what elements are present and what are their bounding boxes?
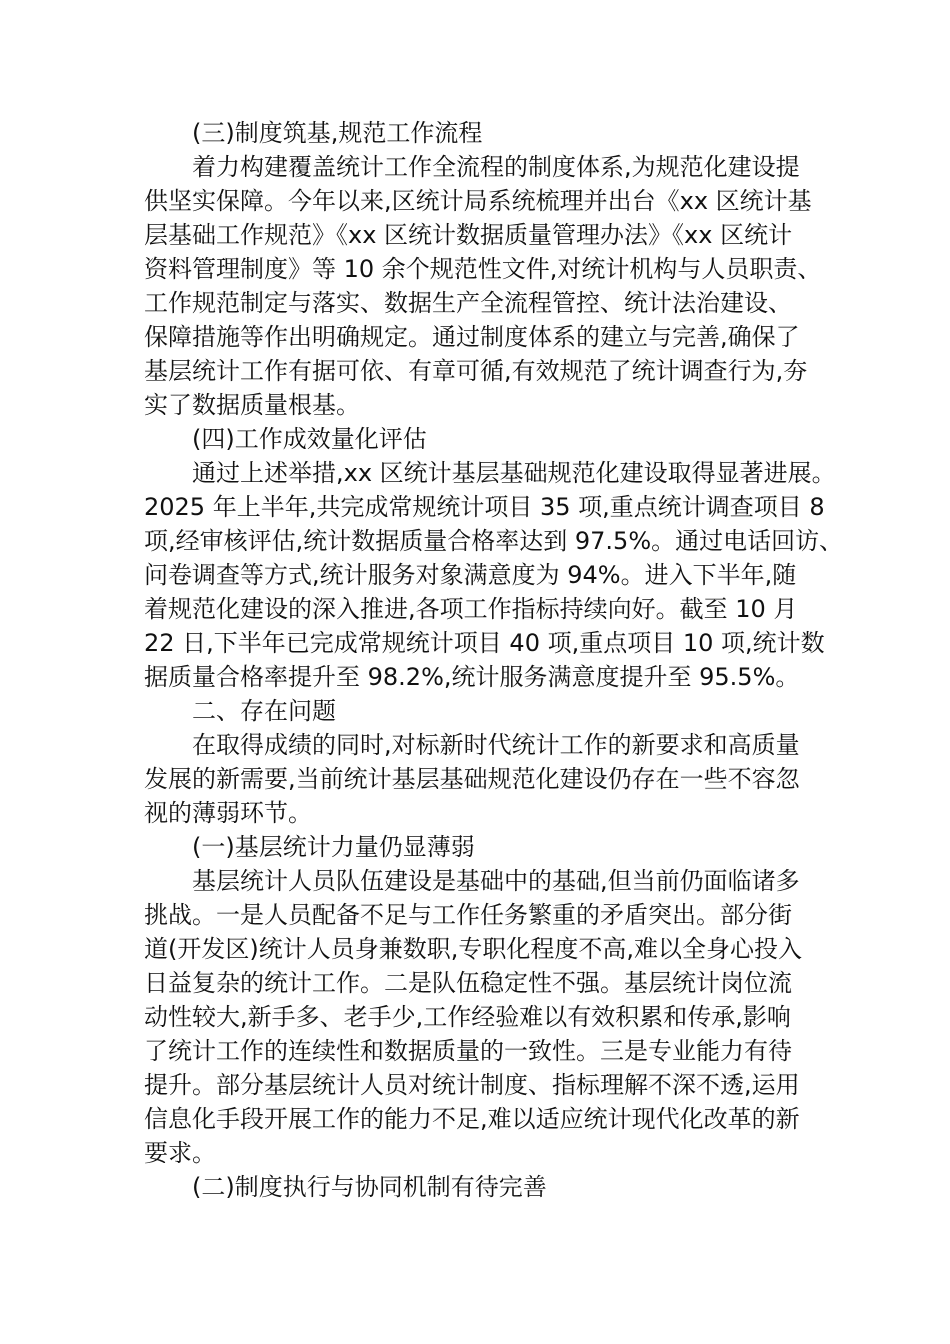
paragraph-line: 工作规范制定与落实、数据生产全流程管控、统计法治建设、 bbox=[144, 289, 792, 317]
paragraph-line: 发展的新需要,当前统计基层基础规范化建设仍存在一些不容忽 bbox=[144, 765, 800, 793]
paragraph-line: 保障措施等作出明确规定。通过制度体系的建立与完善,确保了 bbox=[144, 323, 800, 351]
paragraph-line: 着规范化建设的深入推进,各项工作指标持续向好。截至 10 月 bbox=[144, 595, 798, 623]
paragraph-line: 基层统计人员队伍建设是基础中的基础,但当前仍面临诸多 bbox=[192, 867, 800, 895]
paragraph-line: 了统计工作的连续性和数据质量的一致性。三是专业能力有待 bbox=[144, 1037, 792, 1065]
paragraph-line: 项,经审核评估,统计数据质量合格率达到 97.5%。通过电话回访、 bbox=[144, 527, 844, 555]
paragraph-line: 信息化手段开展工作的能力不足,难以适应统计现代化改革的新 bbox=[144, 1105, 800, 1133]
paragraph-line: 问卷调查等方式,统计服务对象满意度为 94%。进入下半年,随 bbox=[144, 561, 797, 589]
section-heading: (三)制度筑基,规范工作流程 bbox=[192, 119, 483, 147]
paragraph-line: 在取得成绩的同时,对标新时代统计工作的新要求和高质量 bbox=[192, 731, 800, 759]
document-page bbox=[144, 116, 844, 1204]
paragraph-line: 视的薄弱环节。 bbox=[144, 799, 312, 827]
section-heading: (一)基层统计力量仍显薄弱 bbox=[192, 833, 475, 861]
paragraph-line: 动性较大,新手多、老手少,工作经验难以有效积累和传承,影响 bbox=[144, 1003, 791, 1031]
paragraph-line: 资料管理制度》等 10 余个规范性文件,对统计机构与人员职责、 bbox=[144, 255, 822, 283]
paragraph-line: 基层统计工作有据可依、有章可循,有效规范了统计调查行为,夯 bbox=[144, 357, 808, 385]
paragraph-line: 道(开发区)统计人员身兼数职,专职化程度不高,难以全身心投入 bbox=[144, 935, 802, 963]
section-heading: (二)制度执行与协同机制有待完善 bbox=[192, 1173, 547, 1201]
paragraph-line: 22 日,下半年已完成常规统计项目 40 项,重点项目 10 项,统计数 bbox=[144, 629, 825, 657]
paragraph-line: 挑战。一是人员配备不足与工作任务繁重的矛盾突出。部分街 bbox=[144, 901, 792, 929]
paragraph-line: 日益复杂的统计工作。二是队伍稳定性不强。基层统计岗位流 bbox=[144, 969, 792, 997]
paragraph-line: 实了数据质量根基。 bbox=[144, 391, 360, 419]
paragraph-line: 要求。 bbox=[144, 1139, 216, 1167]
paragraph-line: 着力构建覆盖统计工作全流程的制度体系,为规范化建设提 bbox=[192, 153, 800, 181]
section-heading: (四)工作成效量化评估 bbox=[192, 425, 427, 453]
paragraph-line: 供坚实保障。今年以来,区统计局系统梳理并出台《xx 区统计基 bbox=[144, 187, 812, 215]
paragraph-line: 层基础工作规范》《xx 区统计数据质量管理办法》《xx 区统计 bbox=[144, 221, 793, 249]
paragraph-line: 据质量合格率提升至 98.2%,统计服务满意度提升至 95.5%。 bbox=[144, 663, 800, 691]
paragraph-line: 提升。部分基层统计人员对统计制度、指标理解不深不透,运用 bbox=[144, 1071, 800, 1099]
section-heading: 二、存在问题 bbox=[192, 697, 336, 725]
paragraph-line: 通过上述举措,xx 区统计基层基础规范化建设取得显著进展。 bbox=[192, 459, 836, 487]
paragraph-line: 2025 年上半年,共完成常规统计项目 35 项,重点统计调查项目 8 bbox=[144, 493, 825, 521]
